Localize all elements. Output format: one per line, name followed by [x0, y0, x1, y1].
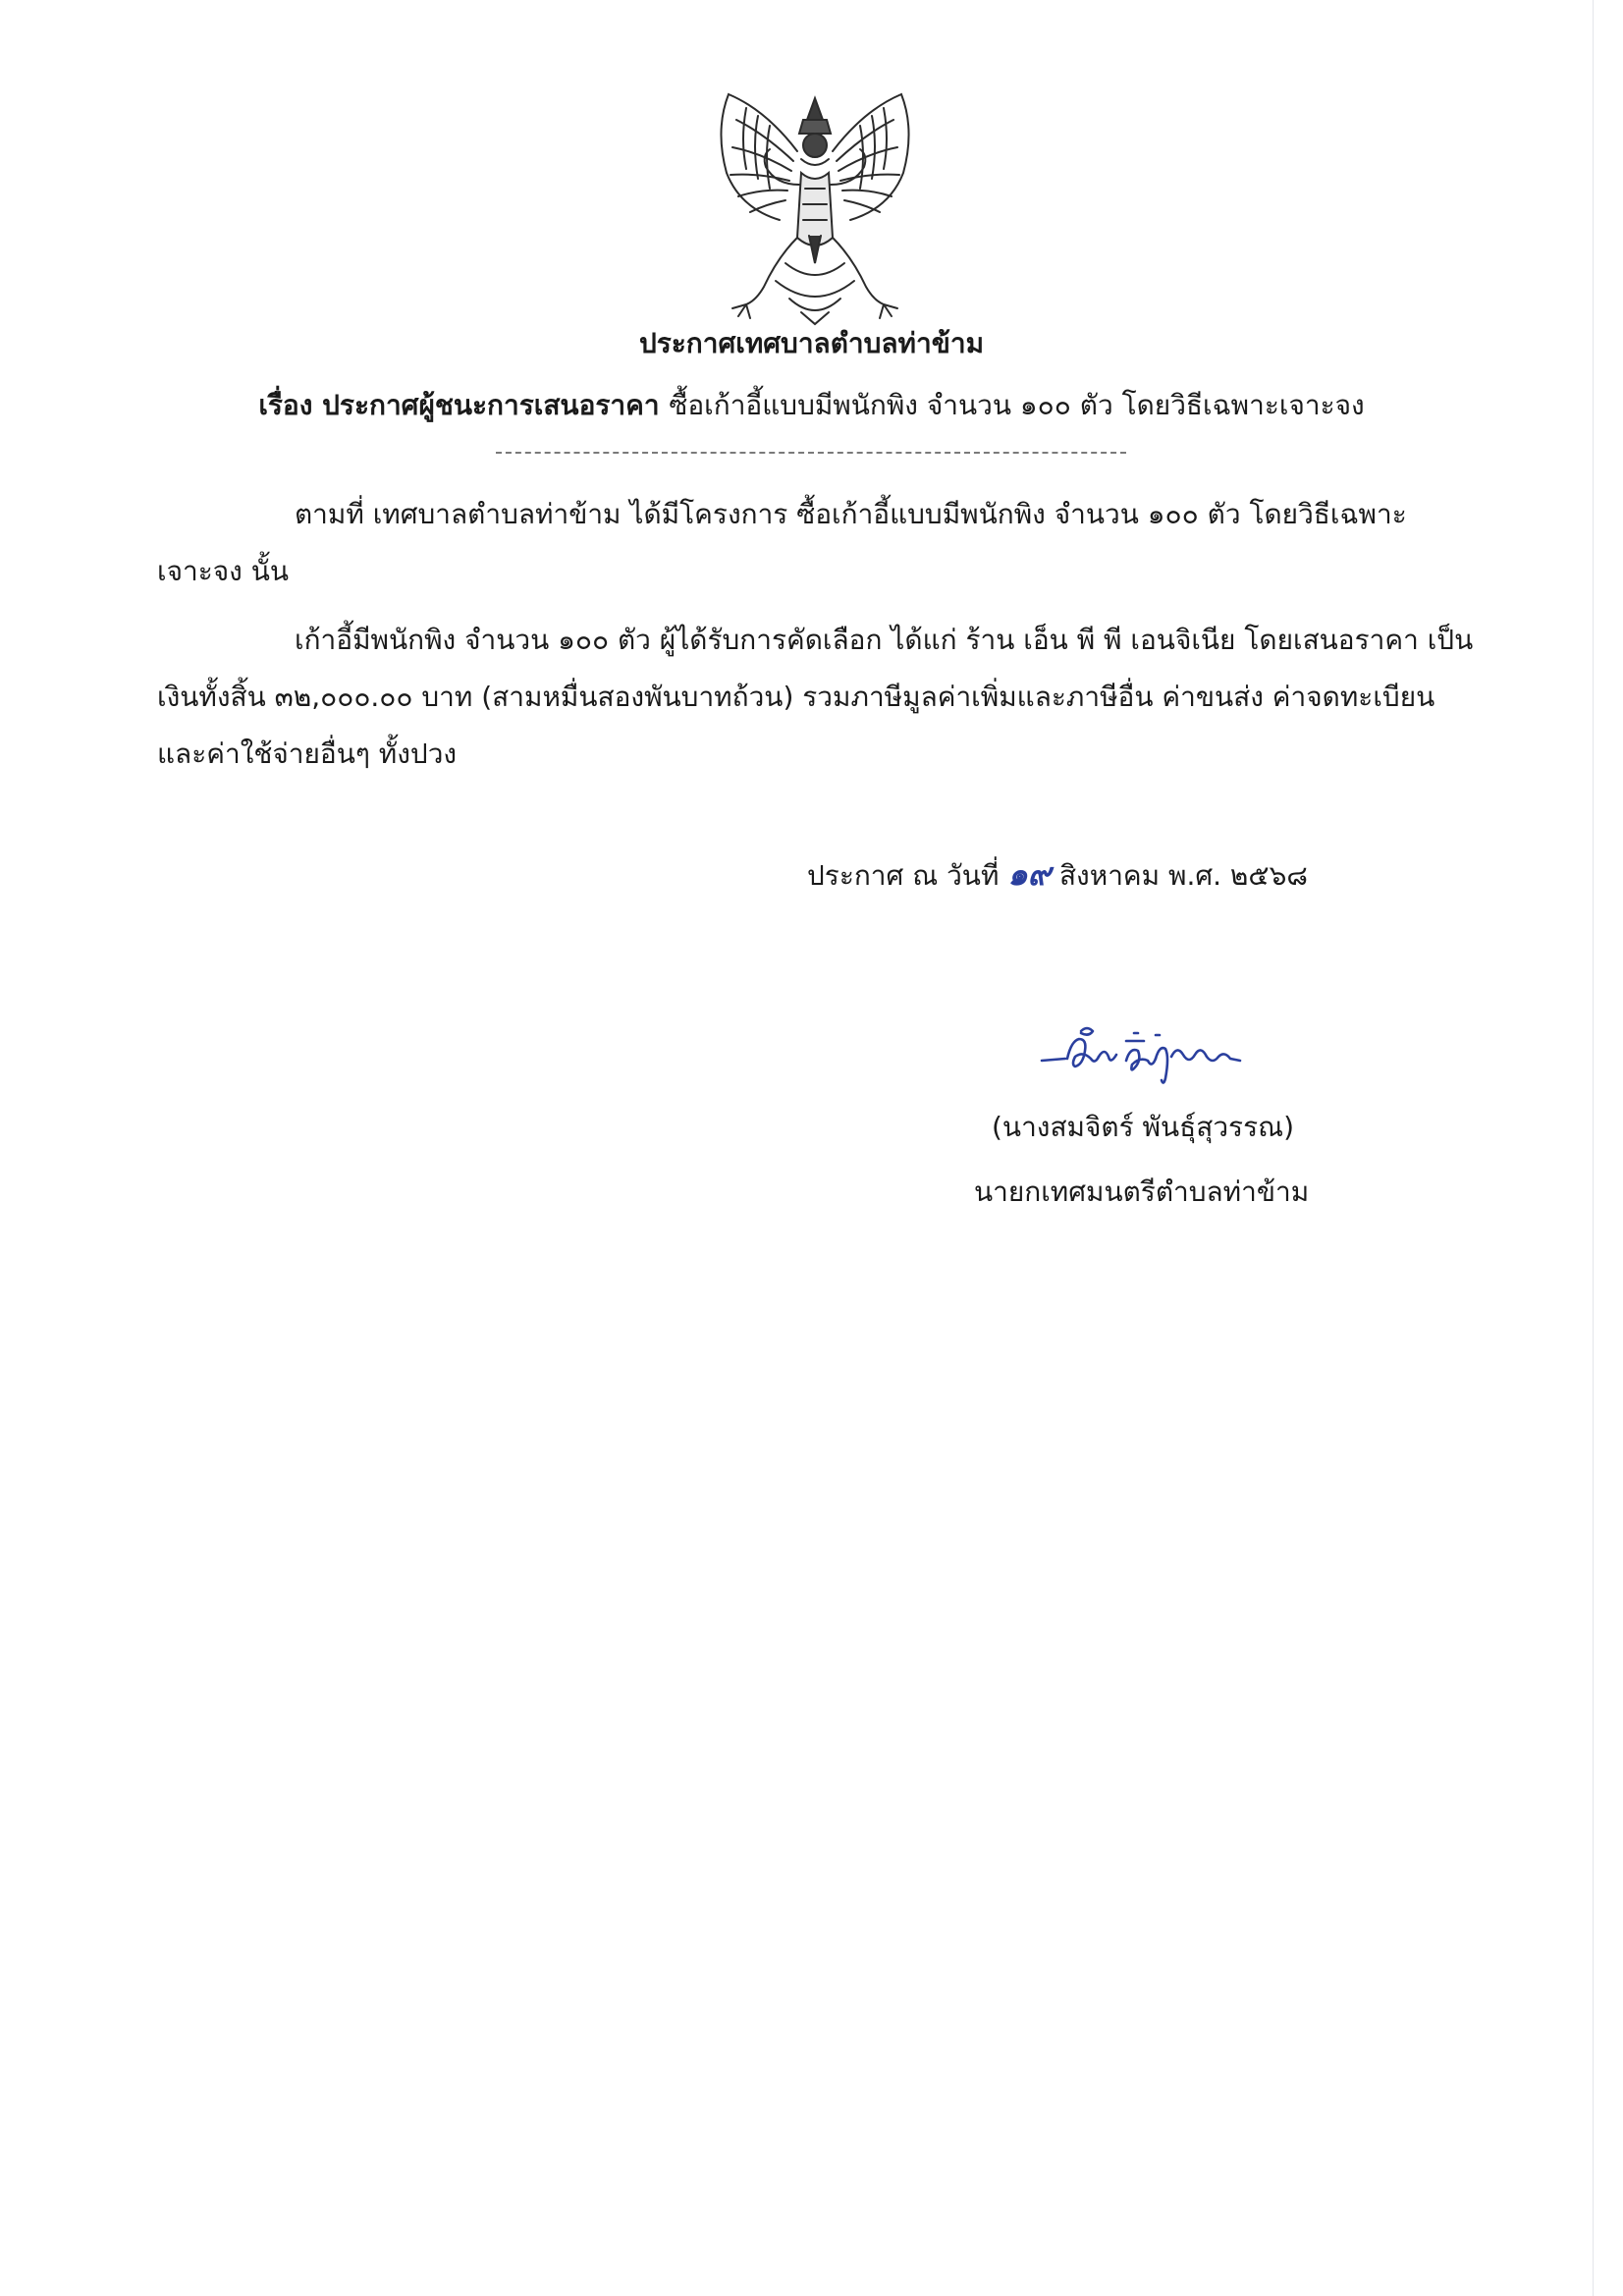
garuda-emblem [707, 90, 923, 326]
date-month-year: สิงหาคม พ.ศ. ๒๕๖๘ [1058, 859, 1308, 892]
signature-image [1036, 1021, 1271, 1090]
signatory-name: (นางสมจิตร์ พันธุ์สุวรรณ) [992, 1111, 1295, 1143]
paragraph-2-line-2: เงินทั้งสิ้น ๓๒,๐๐๐.๐๐ บาท (สามหมื่นสองพันบาทถ้วน) รวมภาษีมูลค่าเพิ่มและภาษีอื่น ค่าขนส่ง ค่าจดทะเบียน [157, 681, 1435, 713]
announcement-title: ประกาศเทศบาลตำบลท่าข้าม [638, 327, 985, 359]
subject-label: เรื่อง ประกาศผู้ชนะการเสนอราคา [258, 389, 660, 421]
subject-text: ซื้อเก้าอี้แบบมีพนักพิง จำนวน ๑๐๐ ตัว โดยวิธีเฉพาะเจาะจง [669, 389, 1365, 421]
paragraph-2-line-3: และค่าใช้จ่ายอื่นๆ ทั้งปวง [157, 738, 458, 770]
paragraph-1-line-1: ตามที่ เทศบาลตำบลท่าข้าม ได้มีโครงการ ซื้อเก้าอี้แบบมีพนักพิง จำนวน ๑๐๐ ตัว โดยวิธีเฉพาะ [295, 498, 1407, 530]
date-prefix: ประกาศ ณ วันที่ [807, 859, 1000, 892]
paragraph-1-line-2: เจาะจง นั้น [157, 555, 289, 587]
separator-line [496, 452, 1126, 454]
announcement-date [807, 854, 1308, 896]
announcement-subject [0, 386, 1623, 425]
handwritten-day: ๑๙ [1007, 855, 1052, 893]
paragraph-2-line-1: เก้าอี้มีพนักพิง จำนวน ๑๐๐ ตัว ผู้ได้รับการคัดเลือก ได้แก่ ร้าน เอ็น พี พี เอนจิเนีย โดยเสนอราคา เป็น [295, 624, 1474, 656]
signatory-position: นายกเทศมนตรีตำบลท่าข้าม [974, 1175, 1310, 1208]
